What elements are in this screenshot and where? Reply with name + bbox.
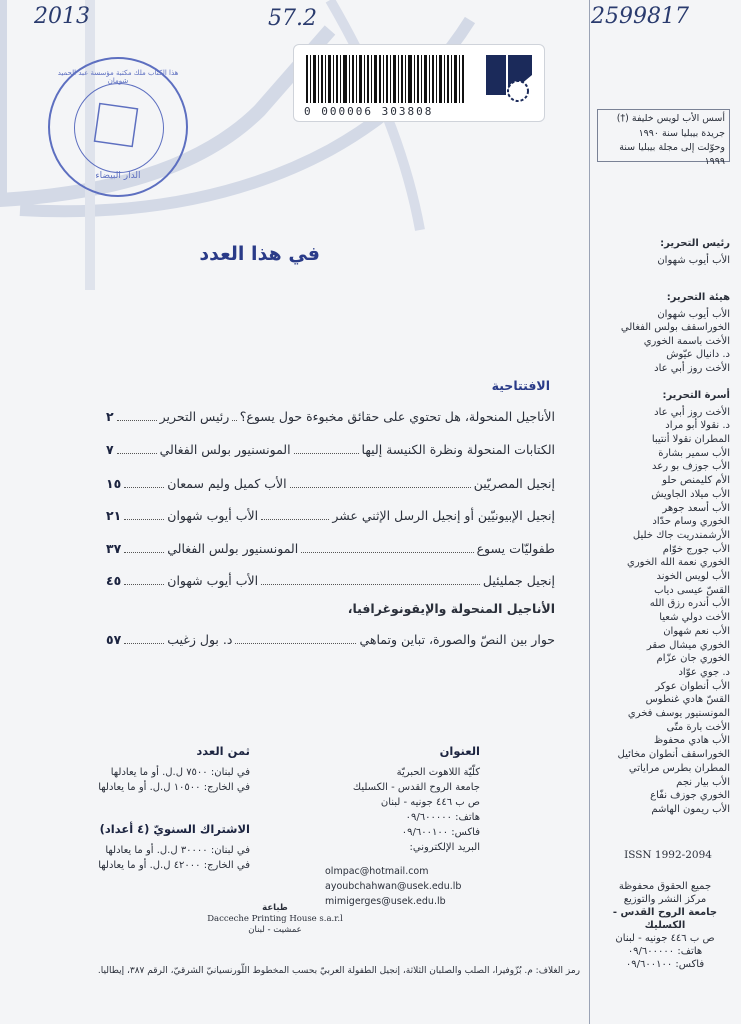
staff-name: الأب جوزف بو رعد	[652, 461, 730, 473]
staff-name: الخوراسقف أنطوان مخائيل	[617, 749, 730, 761]
staff-name: الأخت بارة متّى	[666, 721, 730, 733]
editorial-family: أسرة التحرير: الأخت روز أبي عاد د. نقولا أبو مراد المطران نقولا أنتيبا الأب سمير بشارة الأب جوزف بو رعد الأم كليمنص حلو الأب ميلاد الجاويش الأب أسعد جوهر الخوري وسام حدّاد الأرشمندريت جاك خليل الأب جورج خوّام الخوري نعمة الله الخوري الأب لويس الخوند القسّ عيسى دياب الأب أندره رزق الله الأخت دولي شعيا الأب نعم شهوان الخوري ميشال صقر الخوري جان عزّام د. جوي عوّاد الأب أنطوان عوكر القسّ هادي غنطوس المونسنيور يوسف فخري الأخت بارة متّى الأب هادي محفوظ الخوراسقف أنطوان مخائيل المطران بطرس مراياتي الأب بيار نجم الخوري جوزف نفّاع الأب ريمون الهاشم	[600, 389, 730, 817]
library-stamp	[48, 57, 188, 197]
editorial-board: هيئة التحرير: الأب أيوب شهوان الخوراسقف بولس الفغالي الأخت باسمة الخوري د. دانيال عيّوش الأخت روز أبي عاد	[600, 291, 730, 376]
toc-subheading: الأناجيل المنحولة والإيقونوغرافيا،	[347, 601, 555, 616]
staff-name: الأرشمندريت جاك خليل	[632, 529, 730, 541]
staff-name: المطران بطرس مراياتي	[628, 762, 730, 774]
printing-block: طباعة Dacceche Printing House s.a.r.l عمشيت - لبنان	[207, 903, 343, 935]
toc-entry[interactable]: إنجيل جمليئيل الأب أيوب شهوان ٤٥	[106, 573, 555, 588]
staff-name: الأم كليمنص حلو	[662, 475, 730, 487]
email-link[interactable]: ayoubchahwan@usek.edu.lb	[325, 881, 462, 892]
toc-entry[interactable]: طفوليّات يسوع المونسنيور بولس الفغالي ٣٧	[106, 541, 555, 556]
barcode-bars	[306, 55, 471, 103]
staff-name: الأخت روز أبي عاد	[654, 406, 730, 418]
staff-name: المونسنيور يوسف فخري	[627, 708, 730, 720]
staff-name: الأب بيار نجم	[676, 776, 730, 788]
toc-entry[interactable]: الكتابات المنحولة ونظرة الكنيسة إليها المونسنيور بولس الفغالي ٧	[106, 442, 555, 457]
staff-name: المطران نقولا أنتيبا	[651, 434, 730, 445]
founding-note: أسس الأب لويس خليفة (†) جريدة بيبليا سنة ١٩٩٠ وحوّلت إلى مجلة بيبليا سنة ١٩٩٩	[597, 109, 730, 162]
staff-name: الأخت باسمة الخوري	[643, 335, 730, 347]
staff-name: الأب جورج خوّام	[662, 543, 730, 555]
staff-name: القسّ هادي غنطوس	[645, 694, 730, 706]
staff-name: د. جوي عوّاد	[678, 666, 730, 678]
staff-name: الأب أسعد جوهر	[662, 502, 730, 514]
staff-name: الخوري ميشال صقر	[646, 639, 730, 651]
toc-entry[interactable]: حوار بين النصّ والصورة، تباين وتماهي د. بول زغيب ٥٧	[106, 632, 555, 647]
address-block: العنوان كلّيّة اللاهوت الحبريّة جامعة الروح القدس - الكسليك ص ب ٤٤٦ جونيه - لبنان هاتف: ٠٩/٦٠٠٠٠٠ فاكس: ٠٩/٦٠٠١٠٠ البريد الإلكتروني:	[352, 744, 480, 853]
stamp-emblem-icon	[92, 101, 142, 151]
staff-name: الأخت دولي شعيا	[659, 612, 730, 624]
page-title: في هذا العدد	[199, 243, 320, 265]
staff-name: الأب أندره رزق الله	[649, 598, 730, 610]
rights-block: جميع الحقوق محفوظة مركز النشر والتوزيع جامعة الروح القدس - الكسليك ص ب ٤٤٦ جونيه - لبنان هاتف: ٠٩/٦٠٠٠٠٠ فاكس: ٠٩/٦٠٠١٠٠	[612, 881, 718, 970]
staff-name: د. دانيال عيّوش	[666, 349, 730, 361]
staff-name: الخوري جوزف نفّاع	[650, 790, 730, 802]
staff-name: د. نقولا أبو مراد	[665, 420, 730, 432]
stamp-city: الدار البيضاء	[95, 171, 141, 181]
handwritten-number: 2599817	[591, 4, 689, 29]
staff-name: الأب سمير بشارة	[658, 447, 730, 459]
staff-name: الخوري جان عزّام	[656, 653, 730, 665]
issn: ISSN 1992-2094	[624, 849, 712, 861]
stamp-text: هذا الكتاب ملك مكتبة مؤسسة عبد الحميد شومان	[57, 69, 179, 85]
staff-name: الأب هادي محفوظ	[653, 735, 730, 747]
handwritten-year: 2013	[34, 4, 90, 29]
cover-caption: رمز الغلاف: م. بُزّوفيرا، الصلب والصلبان الثلاثة، إنجيل الطفولة العربيّ بحسب المخطوط اللّورنسيانيّ الشرقيّ، الرقم ٣٨٧، إيطاليا.	[97, 966, 580, 976]
barcode-number: 0 000006 303808	[304, 105, 434, 118]
staff-name: الأب لويس الخوند	[656, 571, 730, 583]
email-link[interactable]: mimigerges@usek.edu.lb	[325, 896, 446, 907]
staff-name: الأب ميلاد الجاويش	[651, 488, 730, 500]
staff-name: الخوراسقف بولس الفغالي	[620, 322, 730, 334]
staff-name: القسّ عيسى دياب	[654, 584, 730, 596]
staff-name: الأخت روز أبي عاد	[654, 362, 730, 374]
editor-in-chief: رئيس التحرير: الأب أيوب شهوان	[657, 238, 730, 266]
staff-name: الخوري نعمة الله الخوري	[627, 557, 730, 569]
email-link[interactable]: olmpac@hotmail.com	[325, 866, 429, 877]
barcode-label	[293, 44, 545, 122]
toc-entry[interactable]: إنجيل المصريّين الأب كميل وليم سمعان ١٥	[106, 476, 555, 491]
price-block: ثمن العدد في لبنان: ٧٥٠٠ ل.ل. أو ما يعادلها في الخارج: ١٠٥٠٠ ل.ل. أو ما يعادلها	[98, 744, 250, 793]
toc-section-heading: الافتتاحية	[491, 378, 550, 393]
subscription-block: الاشتراك السنويّ (٤ أعداد) في لبنان: ٣٠٠٠٠ ل.ل. أو ما يعادلها في الخارج: ٤٢٠٠٠ ل.ل. أو ما يعادلها	[98, 822, 250, 871]
library-logo-icon	[486, 55, 536, 109]
staff-name: الخوري وسام حدّاد	[652, 516, 730, 528]
toc-entry[interactable]: إنجيل الإبيونيّين أو إنجيل الرسل الإثني عشر الأب أيوب شهوان ٢١	[106, 508, 555, 523]
staff-name: الأب ريمون الهاشم	[651, 803, 730, 815]
column-divider	[589, 0, 590, 1024]
handwritten-shelf: 57.2	[268, 6, 317, 31]
staff-name: الأب أنطوان عوكر	[655, 680, 730, 692]
staff-name: الأب أيوب شهوان	[657, 308, 730, 320]
toc-entry[interactable]: الأناجيل المنحولة، هل تحتوي على حقائق مخبوءة حول يسوع؟ رئيس التحرير ٢	[106, 409, 555, 424]
staff-name: الأب نعم شهوان	[663, 625, 730, 637]
